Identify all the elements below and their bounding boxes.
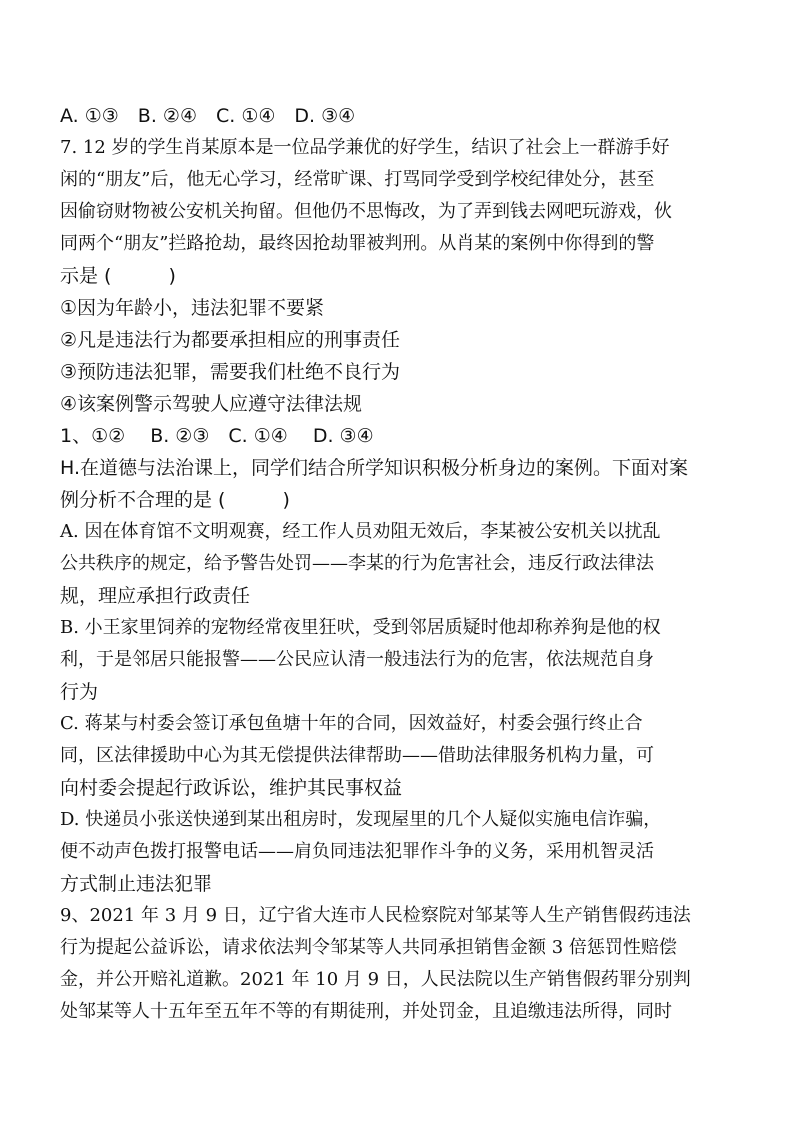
q9-text-line: 处邹某等人十五年至五年不等的有期徒刑，并处罚金，且追缴违法所得，同时 [60, 1001, 672, 1022]
q8-text-line: 例分析不合理的是 ( ) [60, 489, 290, 511]
q7-text-line: 因偷窃财物被公安机关拘留。但他仍不思悔改，为了弄到钱去网吧玩游戏，伙 [60, 201, 672, 222]
q7-text-line: 示是 ( ) [60, 265, 176, 287]
q7-statement: ②凡是违法行为都要承担相应的刑事责任 [60, 329, 401, 351]
q8-option-a-line: 公共秩序的规定，给予警告处罚——李某的行为危害社会，违反行政法律法 [60, 553, 654, 574]
q8-option-b-line: 行为 [60, 681, 99, 703]
q8-option-a-line: A. 因在体育馆不文明观赛，经工作人员劝阻无效后，李某被公安机关以扰乱 [60, 521, 661, 542]
q8-option-c-line: 向村委会提起行政诉讼，维护其民事权益 [60, 777, 403, 799]
q8-option-c-line: 同，区法律援助中心为其无偿提供法律帮助——借助法律服务机构力量，可 [60, 745, 654, 766]
q9-text-line: 行为提起公益诉讼，请求依法判令邹某等人共同承担销售金额 3 倍惩罚性赔偿 [60, 937, 677, 958]
q6-options: A. ①③ B. ②④ C. ①④ D. ③④ [60, 105, 356, 127]
document-content [60, 100, 750, 1028]
question-8 [60, 452, 750, 900]
q9-text-line: 9、2021 年 3 月 9 日，辽宁省大连市人民检察院对邹某等人生产销售假药违法 [60, 905, 691, 926]
q7-statement: ①因为年龄小，违法犯罪不要紧 [60, 297, 325, 319]
q8-option-d-line: 方式制止违法犯罪 [60, 873, 213, 895]
q8-option-a-line: 规，理应承担行政责任 [60, 585, 251, 607]
question-7 [60, 132, 750, 452]
q7-statement: ③预防违法犯罪，需要我们杜绝不良行为 [60, 361, 401, 383]
q7-statement: ④该案例警示驾驶人应遵守法律法规 [60, 393, 363, 415]
q7-text-line: 闲的“朋友”后，他无心学习，经常旷课、打骂同学受到学校纪律处分，甚至 [60, 169, 655, 190]
q9-text-line: 金，并公开赔礼道歉。2021 年 10 月 9 日，人民法院以生产销售假药罪分别判 [60, 969, 691, 990]
q8-option-c-line: C. 蒋某与村委会签订承包鱼塘十年的合同，因效益好，村委会强行终止合 [60, 713, 643, 734]
q8-option-d-line: D. 快递员小张送快递到某出租房时，发现屋里的几个人疑似实施电信诈骗， [60, 809, 662, 830]
q8-option-b-line: 利，于是邻居只能报警——公民应认清一般违法行为的危害，依法规范自身 [60, 649, 654, 670]
q7-text-line: 7. 12 岁的学生肖某原本是一位品学兼优的好学生，结识了社会上一群游手好 [60, 137, 670, 158]
q7-options: 1、①② B. ②③ C. ①④ D. ③④ [60, 425, 374, 447]
q8-option-d-line: 便不动声色拨打报警电话——肩负同违法犯罪作斗争的义务，采用机智灵活 [60, 841, 654, 862]
q8-text-line: H.在道德与法治课上，同学们结合所学知识积极分析身边的案例。下面对案 [60, 457, 688, 479]
question-9 [60, 900, 750, 1028]
q8-option-b-line: B. 小王家里饲养的宠物经常夜里狂吠，受到邻居质疑时他却称养狗是他的权 [60, 617, 661, 638]
q7-text-line: 同两个“朋友”拦路抢劫，最终因抢劫罪被判刑。从肖某的案例中你得到的警 [60, 233, 655, 254]
